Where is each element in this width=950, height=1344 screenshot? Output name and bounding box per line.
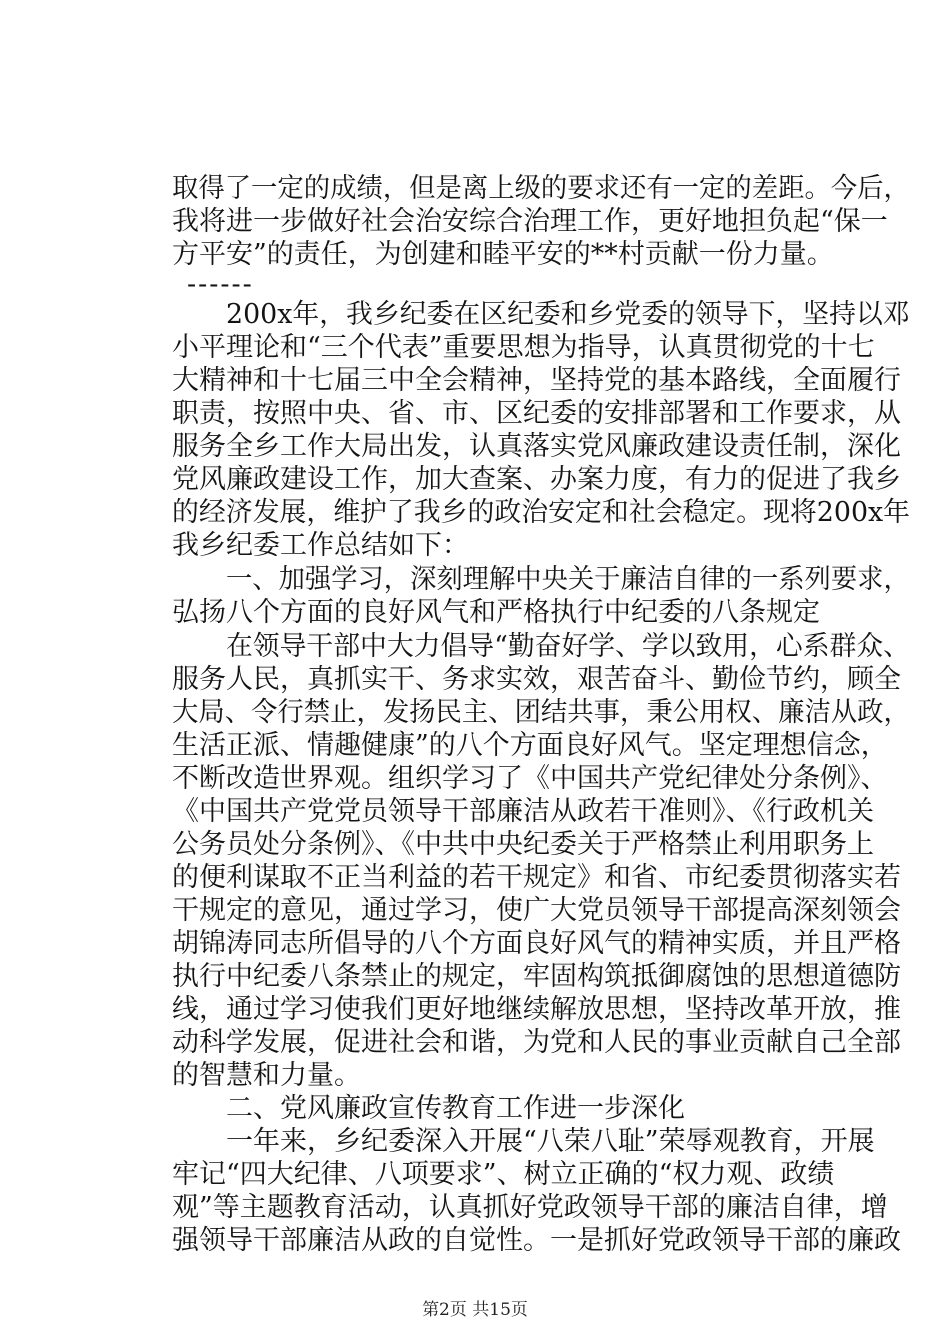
text-line: 动科学发展，促进社会和谐，为党和人民的事业贡献自己全部 bbox=[172, 1027, 901, 1058]
text-line: 公务员处分条例》、《中共中央纪委关于严格禁止利用职务上 bbox=[172, 829, 874, 860]
text-line: 服务人民，真抓实干、务求实效，艰苦奋斗、勤俭节约，顾全 bbox=[172, 664, 901, 695]
text-line: 的经济发展，维护了我乡的政治安定和社会稳定。现将200x年 bbox=[172, 497, 911, 528]
text-line: 在领导干部中大力倡导“勤奋好学、学以致用，心系群众、 bbox=[226, 631, 910, 662]
text-line: 的便利谋取不正当利益的若干规定》和省、市纪委贯彻落实若 bbox=[172, 862, 901, 893]
text-line: 方平安”的责任，为创建和睦平安的**村贡献一份力量。 bbox=[172, 239, 834, 270]
text-line: 执行中纪委八条禁止的规定，牢固构筑抵御腐蚀的思想道德防 bbox=[172, 961, 901, 992]
text-line: 取得了一定的成绩，但是离上级的要求还有一定的差距。今后， bbox=[172, 173, 910, 204]
text-line: 一年来，乡纪委深入开展“八荣八耻”荣辱观教育，开展 bbox=[226, 1126, 875, 1157]
text-line: 我乡纪委工作总结如下： bbox=[172, 530, 469, 561]
text-line: 干规定的意见，通过学习，使广大党员领导干部提高深刻领会 bbox=[172, 895, 901, 926]
section-heading: 二、党风廉政宣传教育工作进一步深化 bbox=[226, 1093, 685, 1124]
text-line: 胡锦涛同志所倡导的八个方面良好风气的精神实质，并且严格 bbox=[172, 928, 901, 959]
text-line: 强领导干部廉洁从政的自觉性。一是抓好党政领导干部的廉政 bbox=[172, 1225, 901, 1256]
text-line: 党风廉政建设工作，加大查案、办案力度，有力的促进了我乡 bbox=[172, 464, 901, 495]
separator-dashes: ------ bbox=[187, 269, 254, 300]
text-line: 牢记“四大纪律、八项要求”、树立正确的“权力观、政绩 bbox=[172, 1159, 835, 1190]
section-heading: 一、加强学习，深刻理解中央关于廉洁自律的一系列要求， bbox=[226, 564, 910, 595]
text-line: 大精神和十七届三中全会精神，坚持党的基本路线，全面履行 bbox=[172, 365, 901, 396]
text-line: 职责，按照中央、省、市、区纪委的安排部署和工作要求，从 bbox=[172, 398, 901, 429]
text-line: 生活正派、情趣健康”的八个方面良好风气。坚定理想信念， bbox=[172, 730, 888, 761]
text-line: 不断改造世界观。组织学习了《中国共产党纪律处分条例》、 bbox=[172, 763, 888, 794]
section-heading: 弘扬八个方面的良好风气和严格执行中纪委的八条规定 bbox=[172, 597, 820, 628]
text-line: 线，通过学习使我们更好地继续解放思想，坚持改革开放，推 bbox=[172, 994, 901, 1025]
text-line: 《中国共产党党员领导干部廉洁从政若干准则》、《行政机关 bbox=[172, 796, 874, 827]
text-line: 我将进一步做好社会治安综合治理工作，更好地担负起“保一 bbox=[172, 206, 888, 237]
text-line: 小平理论和“三个代表”重要思想为指导，认真贯彻党的十七 bbox=[172, 332, 875, 363]
text-line: 200x年，我乡纪委在区纪委和乡党委的领导下，坚持以邓 bbox=[226, 299, 910, 330]
text-line: 大局、令行禁止，发扬民主、团结共事，秉公用权、廉洁从政， bbox=[172, 697, 910, 728]
text-line: 观”等主题教育活动，认真抓好党政领导干部的廉洁自律，增 bbox=[172, 1192, 888, 1223]
page-footer: 第2页 共15页 bbox=[422, 1300, 528, 1320]
text-line: 的智慧和力量。 bbox=[172, 1060, 361, 1091]
text-line: 服务全乡工作大局出发，认真落实党风廉政建设责任制，深化 bbox=[172, 431, 901, 462]
